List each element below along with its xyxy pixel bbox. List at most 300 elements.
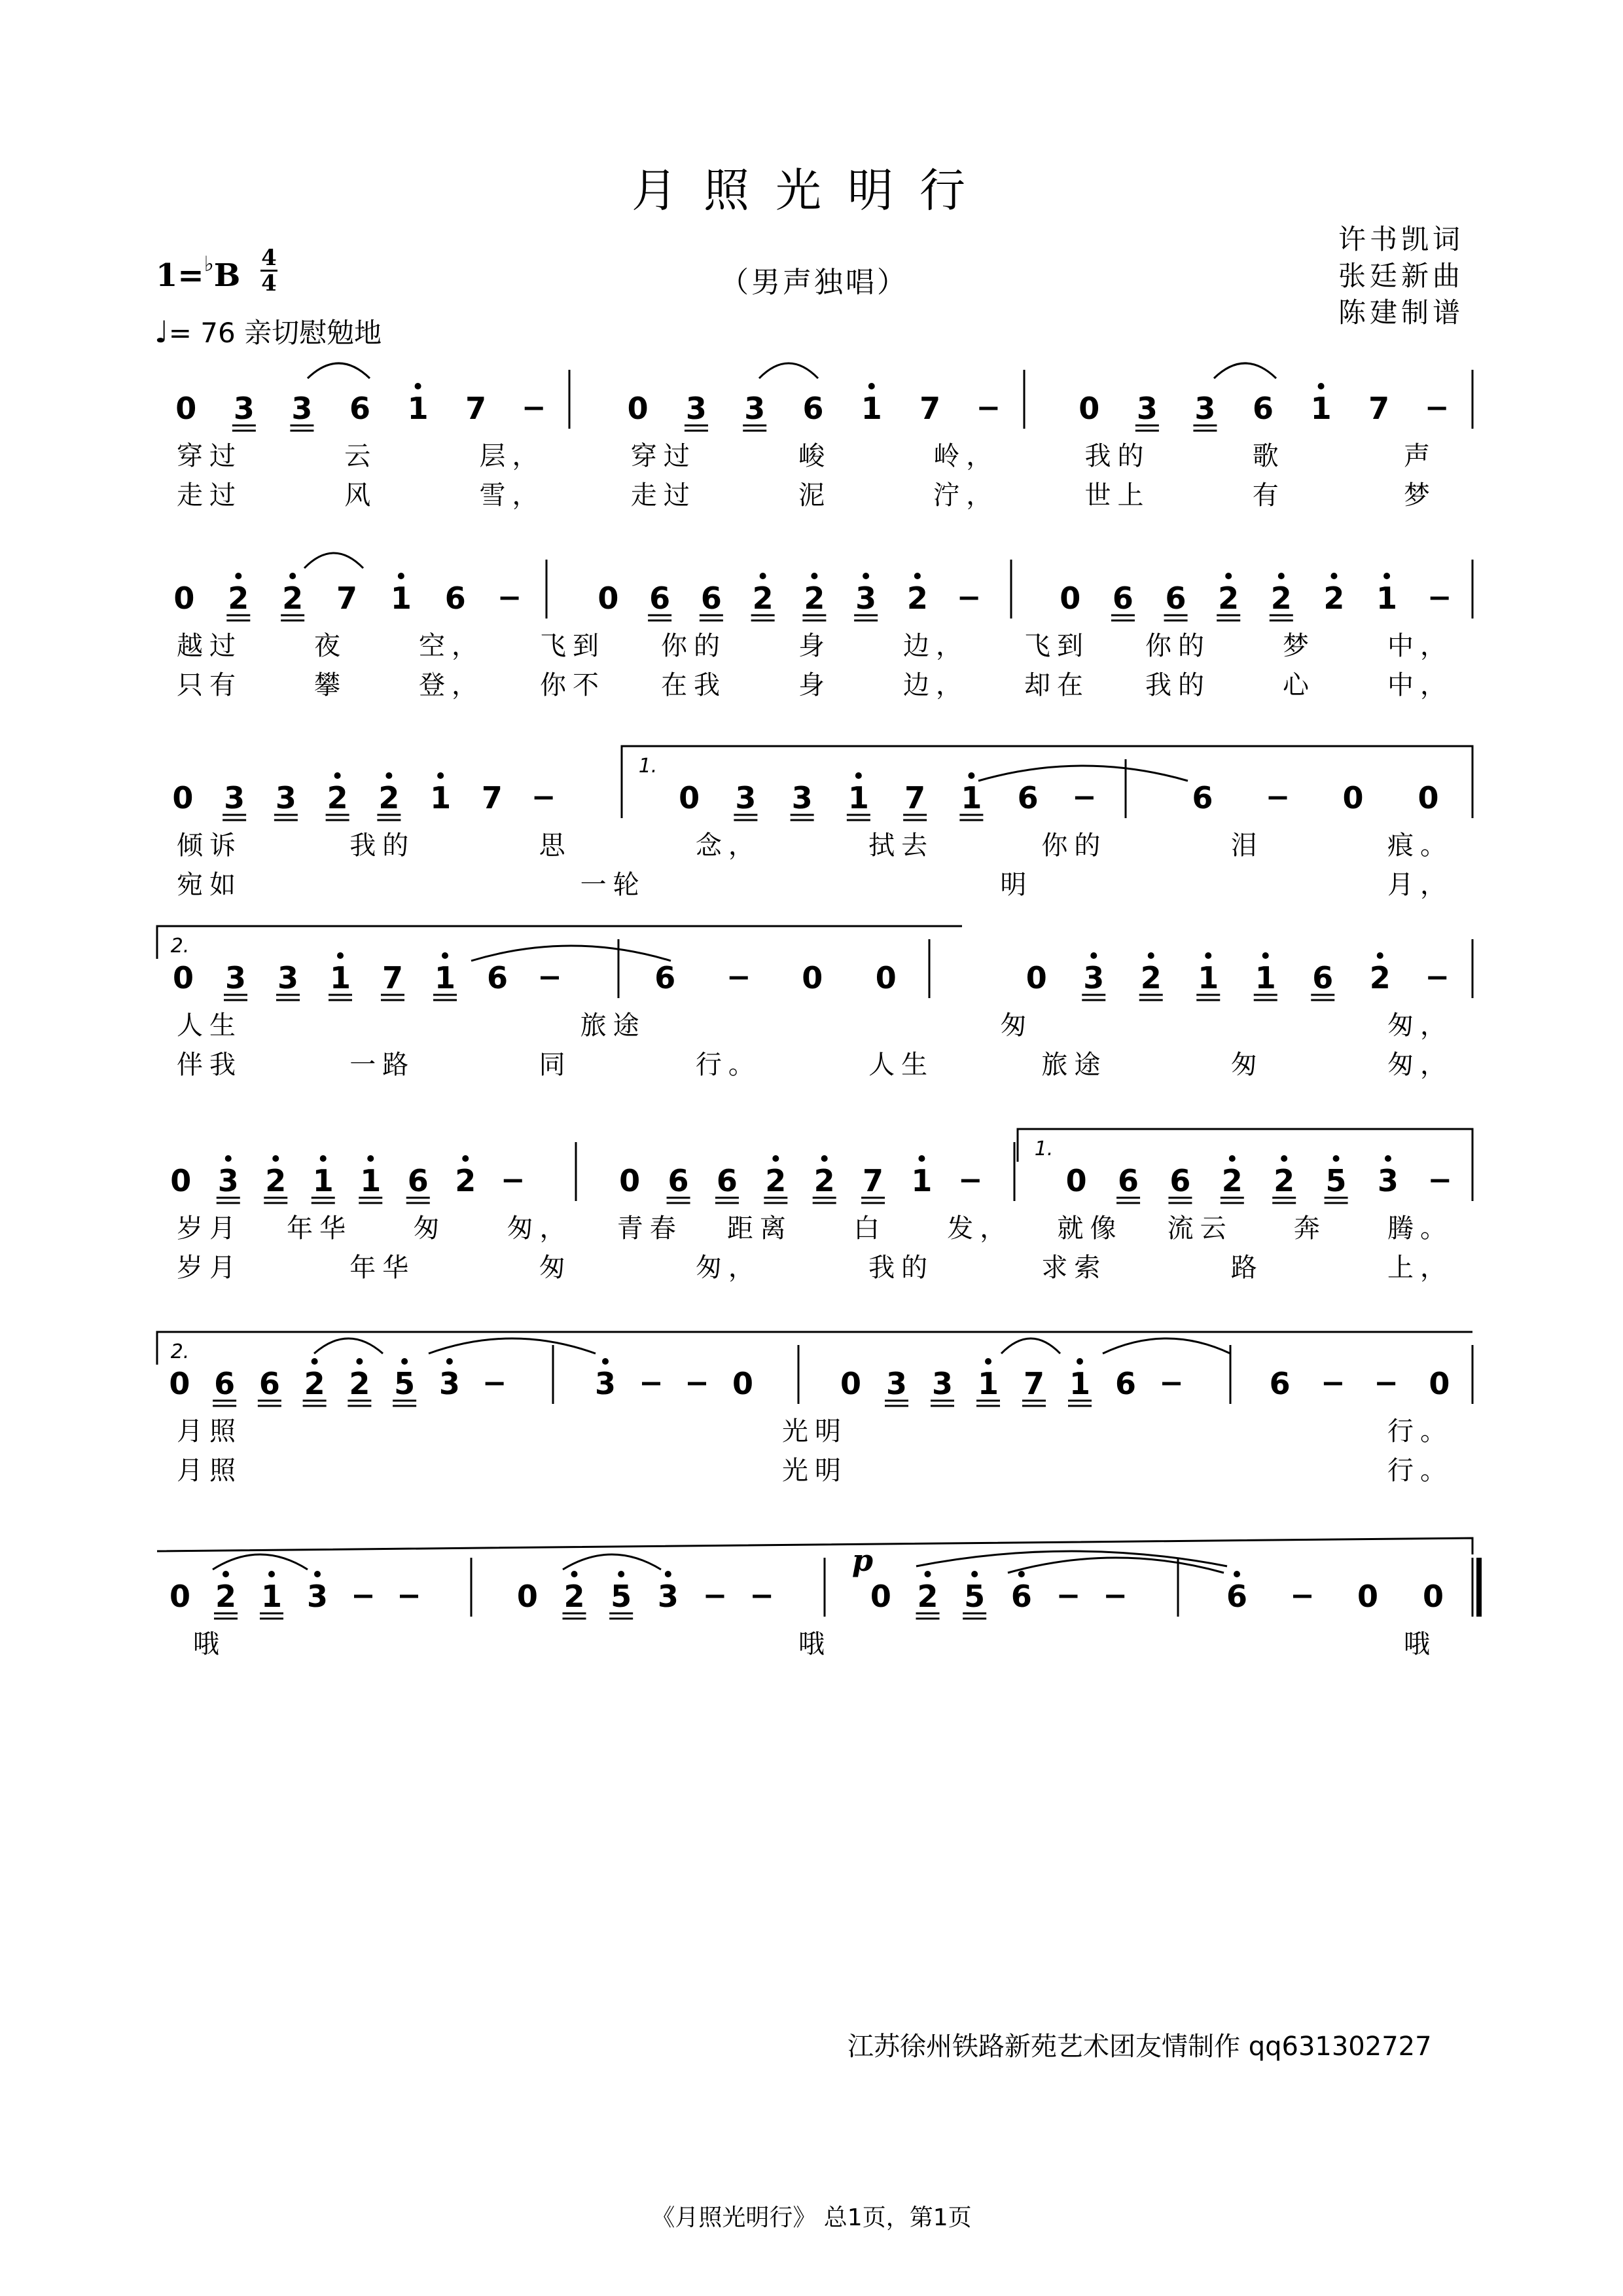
page-footer: 《月照光明行》 总1页，第1页 bbox=[651, 2204, 972, 2231]
note-1: 1 bbox=[1255, 960, 1276, 996]
note-3: 3 bbox=[685, 391, 707, 426]
lyric-word: 你的 bbox=[1041, 831, 1107, 861]
high-octave-dot bbox=[971, 1571, 978, 1577]
lyric-word: 飞到 bbox=[1024, 631, 1090, 661]
lyric-word: 同 bbox=[539, 1050, 572, 1080]
slur bbox=[759, 363, 818, 378]
note-0: 0 bbox=[597, 581, 619, 616]
note-6: 6 bbox=[1226, 1579, 1248, 1614]
note-1: 1 bbox=[430, 780, 452, 816]
note-1: 1 bbox=[390, 581, 412, 616]
note-3: 3 bbox=[931, 1366, 954, 1401]
transcriber-credit: 陈建制谱 bbox=[1338, 296, 1465, 329]
note-2: 2 bbox=[813, 1163, 835, 1198]
note-0: 0 bbox=[175, 391, 197, 426]
high-octave-dot bbox=[312, 1358, 318, 1365]
high-octave-dot bbox=[367, 1155, 374, 1162]
note-6: 6 bbox=[1118, 1163, 1139, 1198]
volta-bracket-3 bbox=[1018, 1129, 1472, 1162]
lyric-word: 云 bbox=[344, 441, 378, 471]
lyric-word: 岁月 bbox=[177, 1253, 242, 1283]
lyric-word: 梦 bbox=[1404, 480, 1436, 511]
volta-label-2: 2. bbox=[170, 935, 190, 958]
lyric-word: 匆， bbox=[1387, 1011, 1453, 1041]
lyric-word: 行。 bbox=[1387, 1456, 1453, 1486]
lyric-word: 中， bbox=[1387, 631, 1453, 661]
note-2: 2 bbox=[765, 1163, 787, 1198]
note-2: 2 bbox=[215, 1579, 237, 1614]
lyric-word: 身 bbox=[798, 670, 831, 700]
note-3: 3 bbox=[224, 780, 245, 816]
lyric-word: 心 bbox=[1283, 670, 1315, 700]
lyric-word: 月照 bbox=[177, 1416, 242, 1446]
volta-bracket-4 bbox=[157, 1332, 1472, 1365]
high-octave-dot bbox=[289, 573, 296, 579]
high-octave-dot bbox=[821, 1155, 828, 1162]
lyric-word: 哦 bbox=[1404, 1629, 1436, 1659]
note-1: 1 bbox=[1310, 391, 1332, 426]
note-0: 0 bbox=[169, 1579, 191, 1614]
high-octave-dot bbox=[385, 772, 392, 779]
lyric-word: 发， bbox=[947, 1213, 1013, 1244]
slur bbox=[563, 1554, 661, 1570]
high-octave-dot bbox=[1229, 1155, 1236, 1162]
note-0: 0 bbox=[1418, 780, 1439, 816]
lyric-word: 中， bbox=[1387, 670, 1453, 700]
lyric-word: 峻 bbox=[798, 441, 831, 471]
note-0: 0 bbox=[840, 1366, 862, 1401]
note-2: 2 bbox=[327, 780, 348, 816]
lyric-word: 行。 bbox=[695, 1050, 761, 1080]
high-octave-dot bbox=[1018, 1571, 1025, 1577]
slur bbox=[471, 946, 671, 961]
note-2: 2 bbox=[1369, 960, 1391, 996]
lyric-word: 穿过 bbox=[630, 441, 696, 471]
note-0: 0 bbox=[169, 1366, 190, 1401]
high-octave-dot bbox=[442, 952, 448, 959]
lyric-word: 层， bbox=[479, 441, 545, 471]
note-0: 0 bbox=[1422, 1579, 1444, 1614]
lyric-word: 你不 bbox=[540, 670, 605, 700]
high-octave-dot bbox=[437, 772, 444, 779]
volta-bracket-2 bbox=[157, 926, 962, 959]
lyric-word: 奔 bbox=[1293, 1213, 1327, 1244]
lyric-word: 年华 bbox=[349, 1253, 416, 1283]
note-0: 0 bbox=[1342, 780, 1364, 816]
high-octave-dot bbox=[225, 1155, 232, 1162]
high-octave-dot bbox=[863, 573, 869, 579]
lyric-word: 匆， bbox=[507, 1213, 573, 1244]
note-0: 0 bbox=[1429, 1366, 1450, 1401]
note-0: 0 bbox=[1060, 581, 1081, 616]
high-octave-dot bbox=[811, 573, 817, 579]
note-3: 3 bbox=[224, 960, 247, 996]
lyric-word: 思 bbox=[539, 831, 572, 861]
note-0: 0 bbox=[679, 780, 700, 816]
note-1: 1 bbox=[847, 780, 869, 816]
high-octave-dot bbox=[415, 383, 421, 389]
slur bbox=[978, 766, 1188, 781]
note-5: 5 bbox=[964, 1579, 986, 1614]
note-6: 6 bbox=[486, 960, 508, 996]
note-6: 6 bbox=[716, 1163, 738, 1198]
note-2: 2 bbox=[304, 1366, 325, 1401]
lyric-word: 求索 bbox=[1041, 1253, 1107, 1283]
high-octave-dot bbox=[925, 1571, 931, 1577]
note-6: 6 bbox=[444, 581, 466, 616]
note-3: 3 bbox=[657, 1579, 679, 1614]
lyric-word: 歌 bbox=[1252, 441, 1285, 471]
note-5: 5 bbox=[394, 1366, 416, 1401]
high-octave-dot bbox=[1278, 573, 1285, 579]
dynamic-piano: p bbox=[851, 1543, 874, 1578]
lyric-word: 岁月 bbox=[177, 1213, 242, 1244]
note-0: 0 bbox=[875, 960, 897, 996]
lyric-word: 走过 bbox=[630, 480, 696, 511]
note-5: 5 bbox=[1325, 1163, 1347, 1198]
note-0: 0 bbox=[172, 960, 194, 996]
slur bbox=[429, 1338, 596, 1354]
production-credit: 江苏徐州铁路新苑艺术团友情制作 qq631302727 bbox=[847, 2032, 1432, 2062]
lyric-word: 人生 bbox=[868, 1050, 935, 1080]
note-3: 3 bbox=[306, 1579, 329, 1614]
note-1: 1 bbox=[1069, 1366, 1091, 1401]
lyric-word: 哦 bbox=[193, 1629, 226, 1659]
lyric-word: 岭， bbox=[933, 441, 999, 471]
note-1: 1 bbox=[1376, 581, 1398, 616]
note-0: 0 bbox=[619, 1163, 641, 1198]
note-7: 7 bbox=[481, 780, 503, 816]
high-octave-dot bbox=[272, 1155, 279, 1162]
note-3: 3 bbox=[233, 391, 255, 426]
high-octave-dot bbox=[571, 1571, 578, 1577]
note-1: 1 bbox=[260, 1579, 283, 1614]
high-octave-dot bbox=[398, 573, 404, 579]
note-0: 0 bbox=[1357, 1579, 1379, 1614]
high-octave-dot bbox=[1385, 1155, 1391, 1162]
lyric-word: 白 bbox=[853, 1213, 887, 1244]
note-7: 7 bbox=[863, 1163, 884, 1198]
lyric-word: 我的 bbox=[868, 1253, 935, 1283]
volta-label-4: 2. bbox=[170, 1340, 190, 1363]
note-2: 2 bbox=[1274, 1163, 1295, 1198]
note-2: 2 bbox=[563, 1579, 585, 1614]
page-title: 月照光明行 bbox=[632, 164, 991, 217]
note-7: 7 bbox=[336, 581, 358, 616]
system-line bbox=[157, 1538, 1472, 1554]
note-3: 3 bbox=[855, 581, 877, 616]
note-0: 0 bbox=[170, 1163, 192, 1198]
high-octave-dot bbox=[618, 1571, 624, 1577]
note-1: 1 bbox=[407, 391, 429, 426]
lyric-word: 一轮 bbox=[580, 870, 646, 900]
lyric-word: 你的 bbox=[661, 631, 726, 661]
note-0: 0 bbox=[802, 960, 823, 996]
lyric-word: 我的 bbox=[349, 831, 416, 861]
note-2: 2 bbox=[1218, 581, 1240, 616]
lyric-word: 你的 bbox=[1145, 631, 1211, 661]
note-6: 6 bbox=[654, 960, 676, 996]
slur bbox=[1001, 1338, 1060, 1354]
note-0: 0 bbox=[732, 1366, 754, 1401]
note-6: 6 bbox=[649, 581, 671, 616]
lyric-word: 一路 bbox=[349, 1050, 416, 1080]
note-6: 6 bbox=[700, 581, 722, 616]
high-octave-dot bbox=[868, 383, 875, 389]
note-6: 6 bbox=[1269, 1366, 1291, 1401]
lyric-word: 匆， bbox=[1387, 1050, 1453, 1080]
note-6: 6 bbox=[668, 1163, 689, 1198]
note-7: 7 bbox=[1023, 1366, 1045, 1401]
lyric-word: 年华 bbox=[287, 1213, 353, 1244]
note-5: 5 bbox=[611, 1579, 632, 1614]
high-octave-dot bbox=[223, 1571, 229, 1577]
lyric-word: 伴我 bbox=[177, 1050, 242, 1080]
note-6: 6 bbox=[1192, 780, 1213, 816]
note-3: 3 bbox=[735, 780, 757, 816]
high-octave-dot bbox=[462, 1155, 469, 1162]
note-0: 0 bbox=[627, 391, 649, 426]
meter-bottom: 4 bbox=[261, 270, 277, 296]
note-6: 6 bbox=[1010, 1579, 1032, 1614]
note-3: 3 bbox=[1083, 960, 1105, 996]
lyric-word: 月， bbox=[1387, 870, 1453, 900]
lyric-word: 雪， bbox=[479, 480, 545, 511]
lyric-word: 念， bbox=[695, 831, 761, 861]
lyric-word: 匆， bbox=[695, 1253, 761, 1283]
lyric-word: 声 bbox=[1404, 441, 1436, 471]
tempo-bpm: = 76 bbox=[168, 317, 236, 349]
lyric-word: 边， bbox=[903, 631, 969, 661]
note-3: 3 bbox=[594, 1366, 616, 1401]
high-octave-dot bbox=[401, 1358, 408, 1365]
high-octave-dot bbox=[918, 1155, 925, 1162]
lyric-word: 有 bbox=[1252, 480, 1285, 511]
lyric-word: 拭去 bbox=[868, 831, 935, 861]
high-octave-dot bbox=[1090, 952, 1097, 959]
note-3: 3 bbox=[1136, 391, 1158, 426]
lyric-word: 宛如 bbox=[177, 870, 242, 900]
note-2: 2 bbox=[349, 1366, 370, 1401]
note-1: 1 bbox=[1198, 960, 1219, 996]
lyric-word: 匆 bbox=[413, 1213, 446, 1244]
lyric-word: 身 bbox=[798, 631, 831, 661]
high-octave-dot bbox=[334, 772, 341, 779]
note-3: 3 bbox=[275, 780, 296, 816]
lyric-word: 青春 bbox=[616, 1213, 683, 1244]
performance-note: （男声独唱） bbox=[720, 266, 908, 299]
composer-credit: 张廷新曲 bbox=[1338, 260, 1465, 292]
high-octave-dot bbox=[314, 1571, 321, 1577]
lyric-word: 痕。 bbox=[1387, 831, 1453, 861]
high-octave-dot bbox=[665, 1571, 671, 1577]
lyric-word: 泞， bbox=[933, 480, 999, 511]
volta-label-1: 1. bbox=[638, 755, 658, 778]
lyric-word: 走过 bbox=[177, 480, 242, 511]
high-octave-dot bbox=[1148, 952, 1154, 959]
note-6: 6 bbox=[1312, 960, 1334, 996]
note-2: 2 bbox=[378, 780, 400, 816]
note-7: 7 bbox=[1368, 391, 1390, 426]
lyric-word: 飞到 bbox=[540, 631, 605, 661]
lyric-word: 夜 bbox=[314, 631, 347, 661]
note-6: 6 bbox=[259, 1366, 280, 1401]
volta-label-3: 1. bbox=[1034, 1138, 1054, 1160]
high-octave-dot bbox=[968, 772, 974, 779]
note-7: 7 bbox=[382, 960, 404, 996]
lyric-word: 世上 bbox=[1084, 480, 1150, 511]
slur bbox=[304, 553, 363, 568]
note-0: 0 bbox=[173, 581, 195, 616]
note-7: 7 bbox=[919, 391, 941, 426]
note-2: 2 bbox=[917, 1579, 938, 1614]
high-octave-dot bbox=[985, 1358, 991, 1365]
note-7: 7 bbox=[465, 391, 487, 426]
lyric-word: 流云 bbox=[1167, 1213, 1233, 1244]
lyric-word: 光明 bbox=[782, 1456, 847, 1486]
lyric-word: 匆 bbox=[1000, 1011, 1033, 1041]
note-1: 1 bbox=[312, 1163, 334, 1198]
note-3: 3 bbox=[791, 780, 813, 816]
note-0: 0 bbox=[172, 780, 194, 816]
note-3: 3 bbox=[885, 1366, 908, 1401]
slur bbox=[314, 1338, 383, 1354]
note-3: 3 bbox=[1194, 391, 1216, 426]
high-octave-dot bbox=[772, 1155, 779, 1162]
high-octave-dot bbox=[1205, 952, 1211, 959]
high-octave-dot bbox=[914, 573, 921, 579]
note-3: 3 bbox=[291, 391, 313, 426]
lyric-word: 上， bbox=[1387, 1253, 1453, 1283]
key-prefix: 1= bbox=[156, 257, 204, 294]
high-octave-dot bbox=[1333, 1155, 1340, 1162]
note-6: 6 bbox=[1017, 780, 1039, 816]
note-2: 2 bbox=[906, 581, 928, 616]
lyric-word: 却在 bbox=[1024, 670, 1090, 700]
high-octave-dot bbox=[337, 952, 344, 959]
lyric-word: 路 bbox=[1230, 1253, 1264, 1283]
note-7: 7 bbox=[904, 780, 926, 816]
high-octave-dot bbox=[356, 1358, 363, 1365]
lyric-word: 行。 bbox=[1387, 1416, 1453, 1446]
lyric-word: 我的 bbox=[1084, 441, 1150, 471]
lyric-word: 穿过 bbox=[177, 441, 242, 471]
note-1: 1 bbox=[977, 1366, 999, 1401]
lyric-word: 泥 bbox=[798, 480, 831, 511]
lyric-word: 梦 bbox=[1283, 631, 1315, 661]
high-octave-dot bbox=[1262, 952, 1269, 959]
high-octave-dot bbox=[1234, 1571, 1240, 1577]
high-octave-dot bbox=[268, 1571, 275, 1577]
high-octave-dot bbox=[320, 1155, 327, 1162]
lyric-word: 旅途 bbox=[580, 1011, 646, 1041]
note-3: 3 bbox=[438, 1366, 460, 1401]
note-6: 6 bbox=[349, 391, 371, 426]
high-octave-dot bbox=[446, 1358, 453, 1365]
note-0: 0 bbox=[1079, 391, 1100, 426]
key-note: B bbox=[213, 257, 241, 294]
high-octave-dot bbox=[1225, 573, 1232, 579]
lyric-word: 只有 bbox=[177, 670, 242, 700]
slur bbox=[1103, 1338, 1230, 1354]
note-1: 1 bbox=[434, 960, 456, 996]
note-6: 6 bbox=[1252, 391, 1274, 426]
lyric-word: 风 bbox=[344, 480, 378, 511]
note-6: 6 bbox=[1165, 581, 1186, 616]
note-0: 0 bbox=[1065, 1163, 1087, 1198]
note-2: 2 bbox=[282, 581, 304, 616]
lyric-word: 光明 bbox=[782, 1416, 847, 1446]
high-octave-dot bbox=[760, 573, 766, 579]
note-1: 1 bbox=[911, 1163, 933, 1198]
high-octave-dot bbox=[1318, 383, 1325, 389]
note-1: 1 bbox=[360, 1163, 382, 1198]
lyric-word: 倾诉 bbox=[177, 831, 242, 861]
note-1: 1 bbox=[961, 780, 982, 816]
lyric-word: 距离 bbox=[726, 1213, 793, 1244]
slur bbox=[213, 1554, 308, 1570]
note-0: 0 bbox=[1026, 960, 1047, 996]
lyric-word: 人生 bbox=[177, 1011, 242, 1041]
note-0: 0 bbox=[870, 1579, 891, 1614]
note-1: 1 bbox=[329, 960, 351, 996]
lyric-word: 哦 bbox=[798, 1629, 831, 1659]
lyric-word: 我的 bbox=[1145, 670, 1211, 700]
note-6: 6 bbox=[214, 1366, 236, 1401]
high-octave-dot bbox=[1377, 952, 1383, 959]
note-2: 2 bbox=[1323, 581, 1345, 616]
lyric-word: 月照 bbox=[177, 1456, 242, 1486]
quarter-note-icon: ♩ bbox=[154, 314, 169, 350]
lyric-word: 匆 bbox=[539, 1253, 572, 1283]
note-2: 2 bbox=[1221, 1163, 1243, 1198]
note-2: 2 bbox=[804, 581, 825, 616]
note-6: 6 bbox=[1115, 1366, 1137, 1401]
high-octave-dot bbox=[235, 573, 241, 579]
note-3: 3 bbox=[1377, 1163, 1399, 1198]
high-octave-dot bbox=[1281, 1155, 1287, 1162]
flat-symbol: ♭ bbox=[204, 251, 214, 276]
high-octave-dot bbox=[1383, 573, 1390, 579]
note-6: 6 bbox=[1169, 1163, 1191, 1198]
slur bbox=[1214, 363, 1276, 378]
lyric-word: 边， bbox=[903, 670, 969, 700]
lyric-word: 泪 bbox=[1230, 831, 1264, 861]
note-1: 1 bbox=[861, 391, 882, 426]
note-6: 6 bbox=[1112, 581, 1133, 616]
high-octave-dot bbox=[855, 772, 862, 779]
lyric-word: 明 bbox=[1000, 870, 1033, 900]
high-octave-dot bbox=[602, 1358, 609, 1365]
note-2: 2 bbox=[265, 1163, 287, 1198]
lyric-word: 腾。 bbox=[1387, 1213, 1453, 1244]
tempo-expression: 亲切慰勉地 bbox=[244, 317, 382, 349]
lyric-word: 越过 bbox=[177, 631, 242, 661]
note-2: 2 bbox=[1270, 581, 1292, 616]
volta-bracket-1 bbox=[622, 746, 1472, 782]
high-octave-dot bbox=[1330, 573, 1337, 579]
lyric-word: 登， bbox=[419, 670, 484, 700]
note-2: 2 bbox=[228, 581, 249, 616]
note-2: 2 bbox=[752, 581, 774, 616]
meter-top: 4 bbox=[261, 245, 277, 271]
lyric-word: 攀 bbox=[314, 670, 347, 700]
lyric-word: 旅途 bbox=[1041, 1050, 1107, 1080]
note-3: 3 bbox=[277, 960, 299, 996]
high-octave-dot bbox=[1077, 1358, 1083, 1365]
note-3: 3 bbox=[744, 391, 766, 426]
note-2: 2 bbox=[455, 1163, 476, 1198]
